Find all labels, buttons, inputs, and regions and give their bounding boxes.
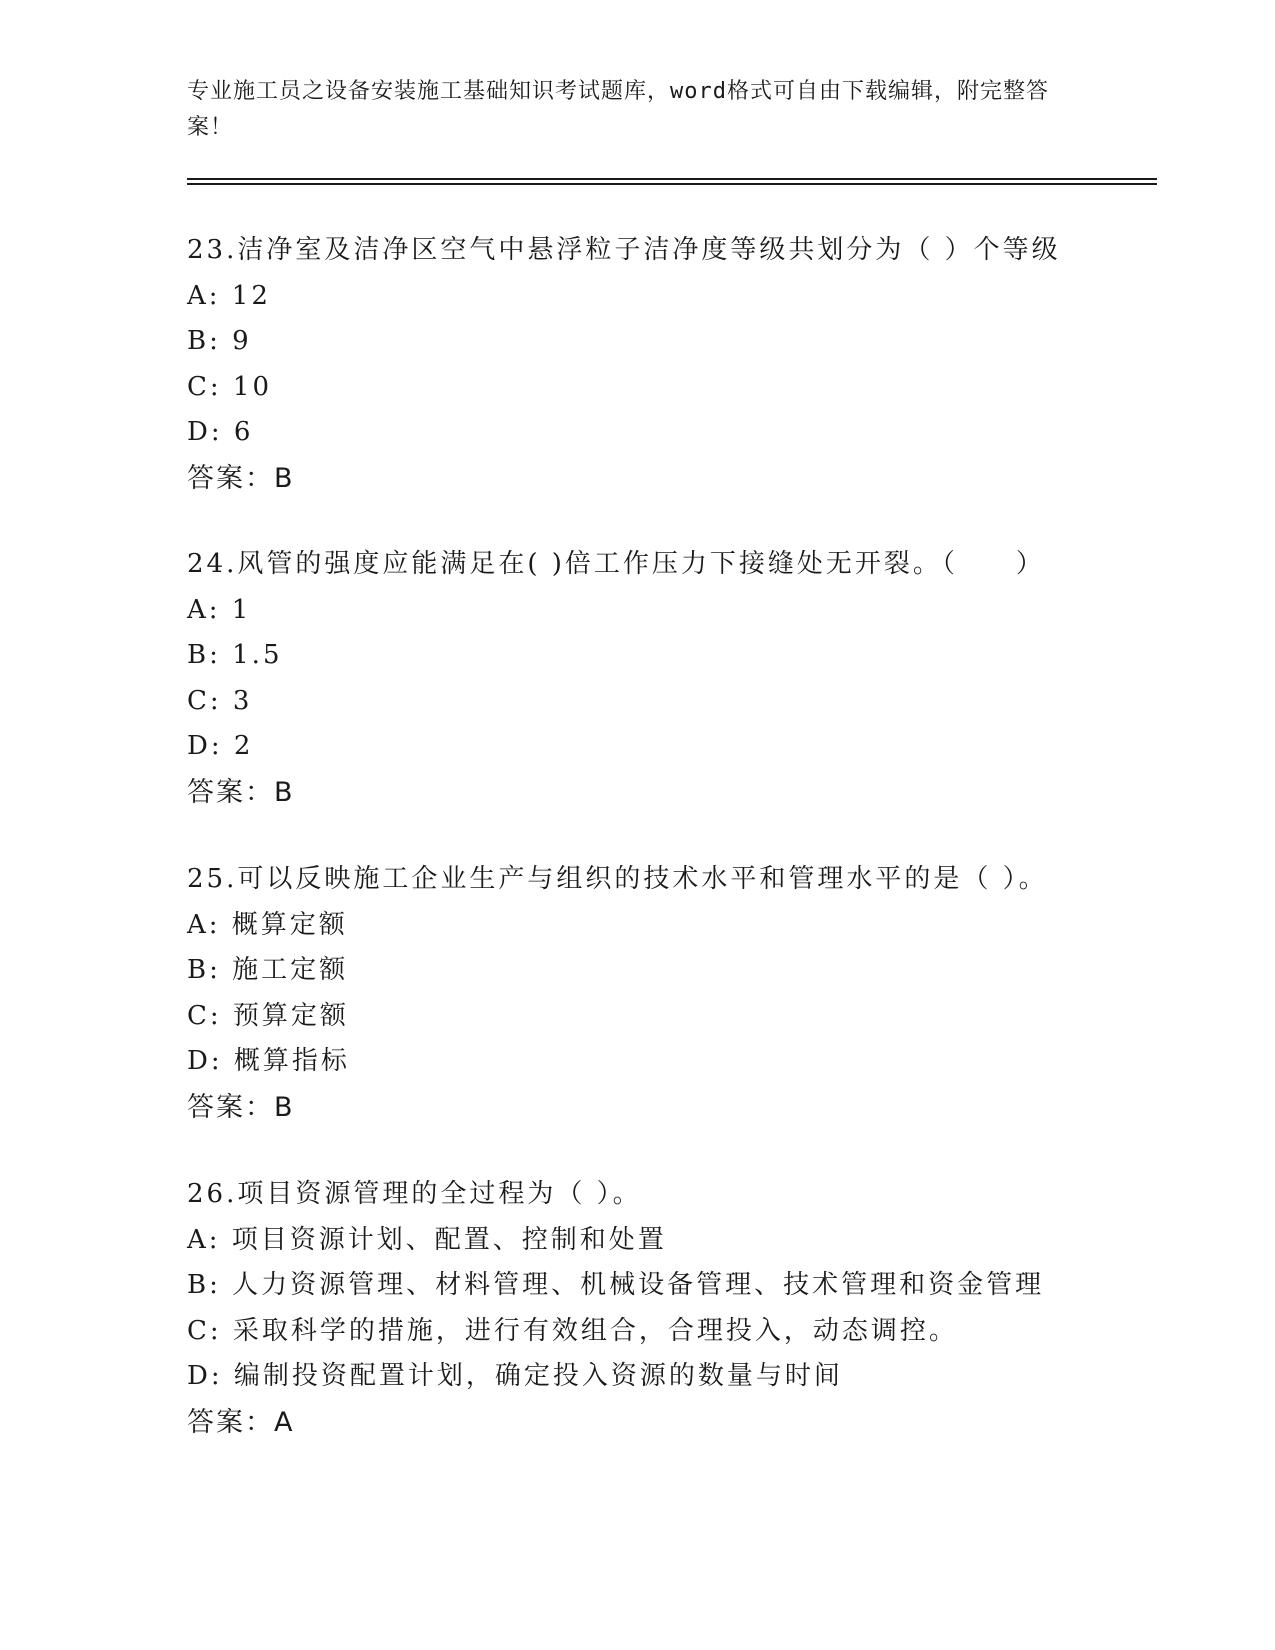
option-c: C: 采取科学的措施，进行有效组合，合理投入，动态调控。 bbox=[187, 1315, 958, 1346]
option-b: B: 1.5 bbox=[187, 640, 283, 670]
option-d: D: 编制投资配置计划，确定投入资源的数量与时间 bbox=[187, 1361, 843, 1391]
answer: 答案：A bbox=[187, 1406, 295, 1438]
document-header: 专业施工员之设备安装施工基础知识考试题库，word格式可自由下载编辑，附完整答案！ bbox=[187, 79, 1049, 140]
option-b: B: 9 bbox=[187, 326, 252, 356]
option-d: D: 概算指标 bbox=[187, 1046, 350, 1076]
option-a: A: 项目资源计划、配置、控制和处置 bbox=[187, 1224, 667, 1255]
question-23 bbox=[187, 228, 1147, 501]
question-title: 25.可以反映施工企业生产与组织的技术水平和管理水平的是（ ）。 bbox=[187, 864, 1048, 894]
question-26 bbox=[187, 1172, 1147, 1445]
option-c: C: 10 bbox=[187, 371, 273, 402]
answer: 答案：B bbox=[187, 1091, 295, 1123]
option-a: A: 12 bbox=[187, 280, 271, 311]
question-24 bbox=[187, 542, 1147, 815]
option-d: D: 2 bbox=[187, 731, 254, 761]
question-title: 24.风管的强度应能满足在( )倍工作压力下接缝处无开裂。（ ） bbox=[187, 549, 1045, 579]
option-b: B: 施工定额 bbox=[187, 955, 349, 985]
option-a: A: 概算定额 bbox=[187, 909, 348, 940]
option-a: A: 1 bbox=[187, 594, 252, 625]
question-title: 23.洁净室及洁净区空气中悬浮粒子洁净度等级共划分为（ ）个等级 bbox=[187, 235, 1061, 265]
option-c: C: 3 bbox=[187, 685, 253, 716]
question-title: 26.项目资源管理的全过程为（ ）。 bbox=[187, 1179, 642, 1209]
option-c: C: 预算定额 bbox=[187, 1000, 349, 1031]
answer: 答案：B bbox=[187, 462, 295, 494]
option-d: D: 6 bbox=[187, 417, 254, 447]
option-b: B: 人力资源管理、材料管理、机械设备管理、技术管理和资金管理 bbox=[187, 1270, 1045, 1300]
answer: 答案：B bbox=[187, 776, 295, 808]
header-rule-bottom bbox=[187, 183, 1157, 185]
question-25 bbox=[187, 857, 1147, 1130]
header-rule-top bbox=[187, 178, 1157, 180]
